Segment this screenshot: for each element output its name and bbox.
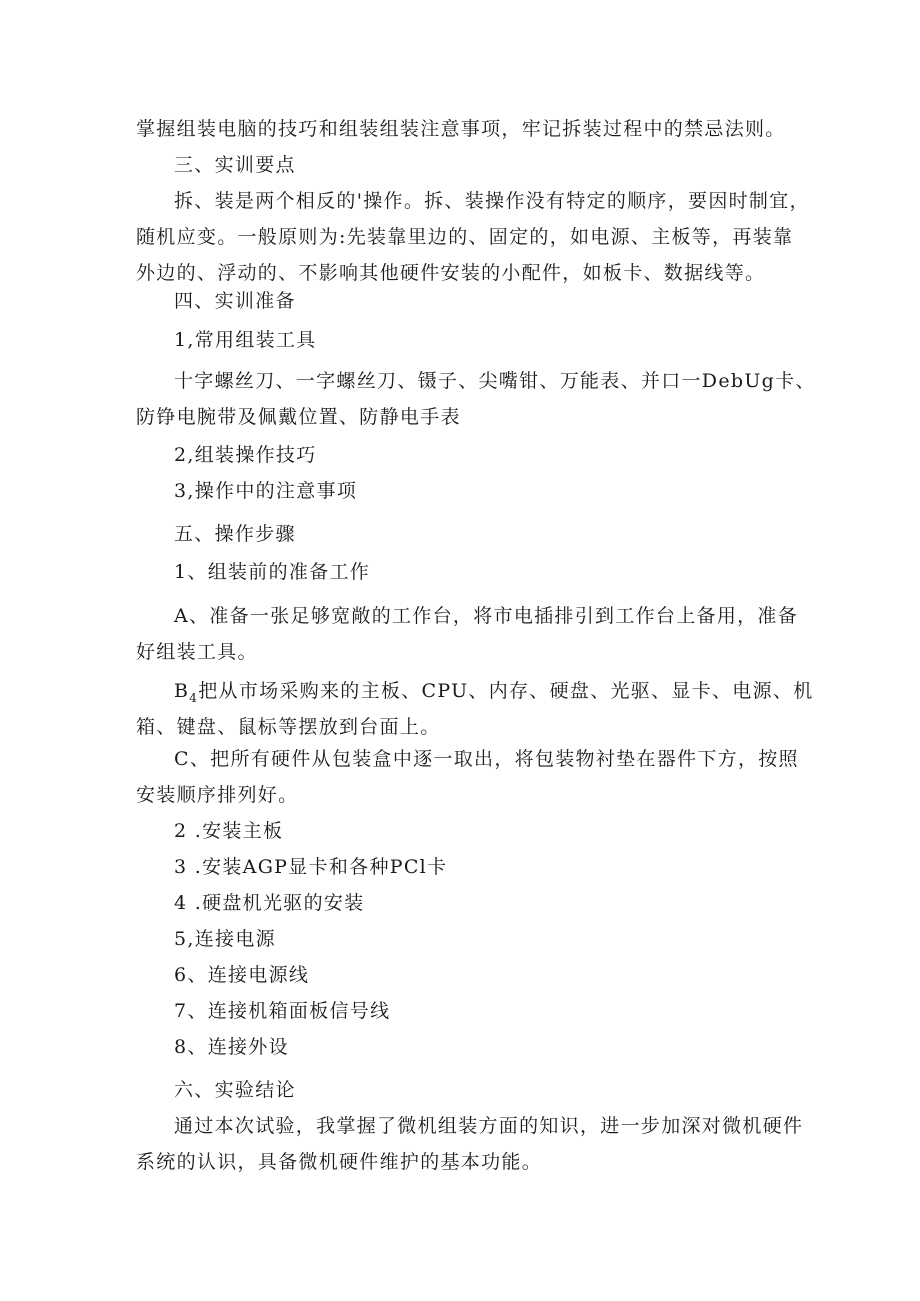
step-a-line-2: 好组装工具。 [136,641,258,663]
section-6-heading: 六、实验结论 [174,1079,296,1101]
prep-item-1: 1,常用组装工具 [174,329,317,351]
step-c-line-1: C、把所有硬件从包装盒中逐一取出，将包装物衬垫在器件下方，按照 [174,748,799,770]
step-7: 7、连接机箱面板信号线 [174,1000,391,1022]
intro-paragraph [136,111,796,147]
tools-line-1: 十字螺丝刀、一字螺丝刀、镊子、尖嘴钳、万能表、并口一DebUg卡、 [174,370,816,392]
tools-line-2: 防铮电腕带及佩戴位置、防静电手表 [136,406,461,428]
key-points-paragraph [136,183,810,291]
step-b-letter: B [174,680,190,702]
step-1: 1、组装前的准备工作 [174,561,371,583]
prep-item-3: 3,操作中的注意事项 [174,480,358,502]
step-4: 4 .硬盘机光驱的安装 [174,892,365,914]
prep-item-2: 2,组装操作技巧 [174,444,317,466]
step-2: 2 .安装主板 [174,820,284,842]
step-c-line-2: 安装顺序排列好。 [136,784,299,806]
section-5-heading: 五、操作步骤 [174,523,296,545]
step-b-line-2: 箱、键盘、鼠标等摆放到台面上。 [136,716,441,738]
section-4-heading: 四、实训准备 [174,290,296,312]
key-points-line-1: 拆、装是两个相反的'操作。拆、装操作没有特定的顺序，要因时制宜， [174,190,810,212]
key-points-line-2: 随机应变。一般原则为:先装靠里边的、固定的，如电源、主板等，再装靠 [136,226,794,248]
step-6: 6、连接电源线 [174,964,310,986]
step-c-paragraph [136,741,799,813]
conclusion-line-1: 通过本次试验，我掌握了微机组装方面的知识，进一步加深对微机硬件 [174,1115,804,1137]
step-b-text: 把从市场采购来的主板、CPU、内存、硬盘、光驱、显卡、电源、机 [198,680,814,702]
tools-paragraph [136,363,816,435]
step-b-line-1 [136,673,814,709]
section-3-heading: 三、实训要点 [174,154,296,176]
step-5: 5,连接电源 [174,928,276,950]
step-b-paragraph [136,673,814,745]
key-points-line-3: 外边的、浮动的、不影响其他硬件安装的小配件，如板卡、数据线等。 [136,262,766,284]
step-b-subscript: 4 [189,690,199,705]
conclusion-paragraph [136,1108,804,1180]
step-a-paragraph [136,598,799,670]
intro-line: 掌握组装电脑的技巧和组装组装注意事项，牢记拆装过程中的禁忌法则。 [136,118,786,140]
conclusion-line-2: 系统的认识，具备微机硬件维护的基本功能。 [136,1151,543,1173]
step-a-line-1: A、准备一张足够宽敞的工作台，将市电插排引到工作台上备用，准备 [174,605,799,627]
step-8: 8、连接外设 [174,1036,289,1058]
step-3: 3 .安装AGP显卡和各种PCl卡 [174,856,448,878]
